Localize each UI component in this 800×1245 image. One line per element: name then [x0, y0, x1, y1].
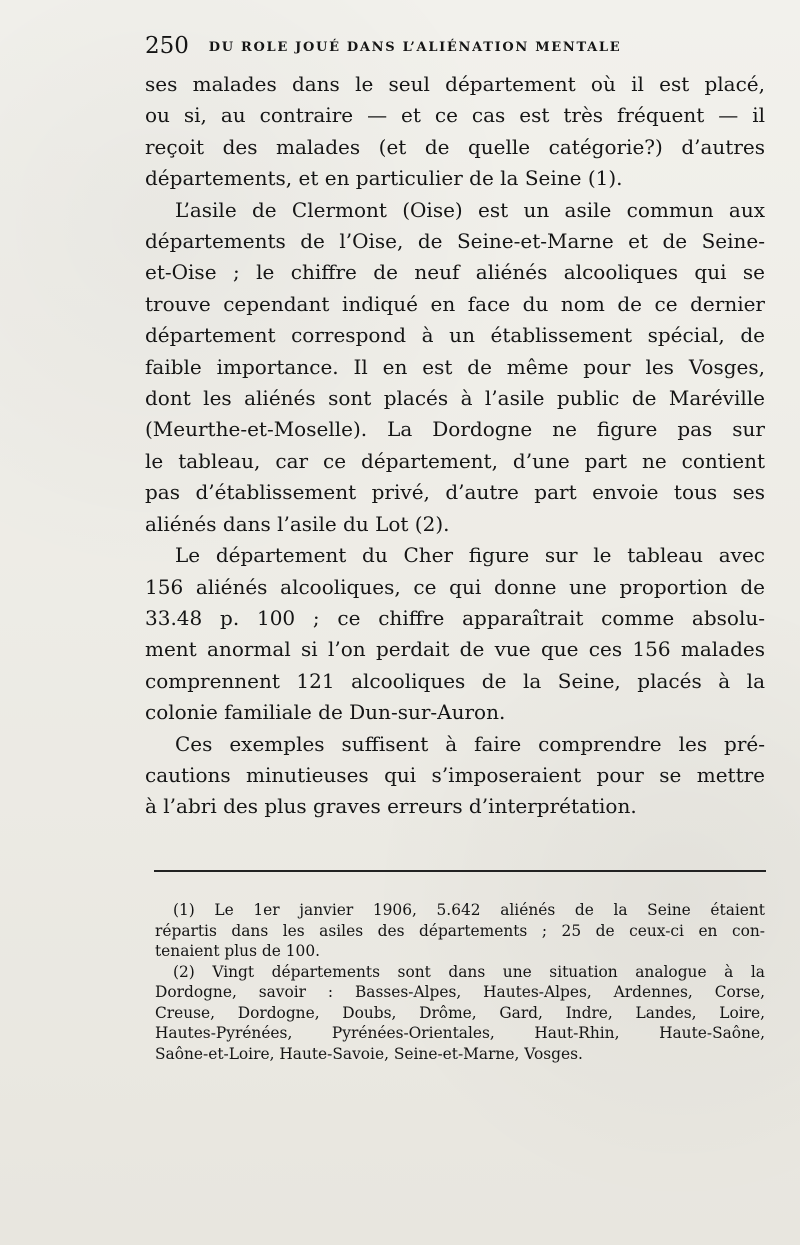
footnotes: [155, 900, 765, 1064]
footnote-line: répartis dans les asiles des départements ; 25 de ceux-ci en con-: [155, 921, 765, 940]
text-line: le tableau, car ce département, d’une part ne contient: [145, 448, 765, 473]
footnote-line: (1) Le 1er janvier 1906, 5.642 aliénés de la Seine étaient: [173, 901, 765, 919]
text-line: L’asile de Clermont (Oise) est un asile commun aux: [175, 197, 765, 222]
running-title: DU ROLE JOUÉ DANS L’ALIÉNATION MENTALE: [208, 40, 622, 55]
text-line: et-Oise ; le chiffre de neuf aliénés alcooliques qui se: [145, 260, 765, 285]
text-line: pas d’établissement privé, d’autre part envoie tous ses: [145, 480, 765, 505]
footnote-line: tenaient plus de 100.: [155, 942, 320, 960]
text-line: (Meurthe-et-Moselle). La Dordogne ne figure pas sur: [145, 417, 765, 442]
text-line: département correspond à un établissement spécial, de: [145, 323, 765, 348]
text-line: Le département du Cher figure sur le tableau avec: [175, 543, 765, 568]
footnote-separator: [154, 870, 766, 872]
text-line: ou si, au contraire — et ce cas est très fréquent — il: [145, 103, 765, 128]
text-line: ment anormal si l’on perdait de vue que ces 156 malades: [145, 637, 765, 662]
text-line: trouve cependant indiqué en face du nom de ce dernier: [145, 291, 765, 316]
text-line: colonie familiale de Dun-sur-Auron.: [145, 700, 506, 725]
text-line: cautions minutieuses qui s’imposeraient pour se mettre: [145, 762, 765, 787]
text-line: départements, et en particulier de la Seine (1).: [145, 166, 623, 191]
footnote-line: (2) Vingt départements sont dans une situation analogue à la: [173, 962, 765, 981]
show-through-text: [150, 1075, 770, 1199]
footnote-line: Creuse, Dordogne, Doubs, Drôme, Gard, Indre, Landes, Loire,: [155, 1003, 765, 1022]
text-line: reçoit des malades (et de quelle catégorie?) d’autres: [145, 134, 765, 159]
page-header: [145, 34, 755, 60]
page-number: 250: [145, 33, 189, 59]
main-text: [145, 69, 765, 823]
text-line: Ces exemples suffisent à faire comprendre les pré-: [175, 731, 765, 756]
text-line: ses malades dans le seul département où il est placé,: [145, 72, 765, 96]
text-line: 33.48 p. 100 ; ce chiffre apparaîtrait comme absolu-: [145, 605, 765, 630]
footnote-line: Hautes-Pyrénées, Pyrénées-Orientales, Haut-Rhin, Haute-Saône,: [155, 1024, 765, 1042]
text-line: 156 aliénés alcooliques, ce qui donne une proportion de: [145, 574, 765, 599]
footnote-line: Dordogne, savoir : Basses-Alpes, Hautes-Alpes, Ardennes, Corse,: [155, 983, 765, 1001]
text-line: départements de l’Oise, de Seine-et-Marne et de Seine-: [145, 229, 765, 254]
footnote-line: Saône-et-Loire, Haute-Savoie, Seine-et-Marne, Vosges.: [155, 1044, 583, 1063]
text-line: comprennent 121 alcooliques de la Seine, placés à la: [145, 668, 765, 693]
text-line: aliénés dans l’asile du Lot (2).: [145, 511, 450, 536]
text-line: dont les aliénés sont placés à l’asile public de Maréville: [145, 386, 765, 411]
text-line: faible importance. Il en est de même pour les Vosges,: [145, 354, 765, 379]
text-line: à l’abri des plus graves erreurs d’interprétation.: [145, 794, 637, 819]
